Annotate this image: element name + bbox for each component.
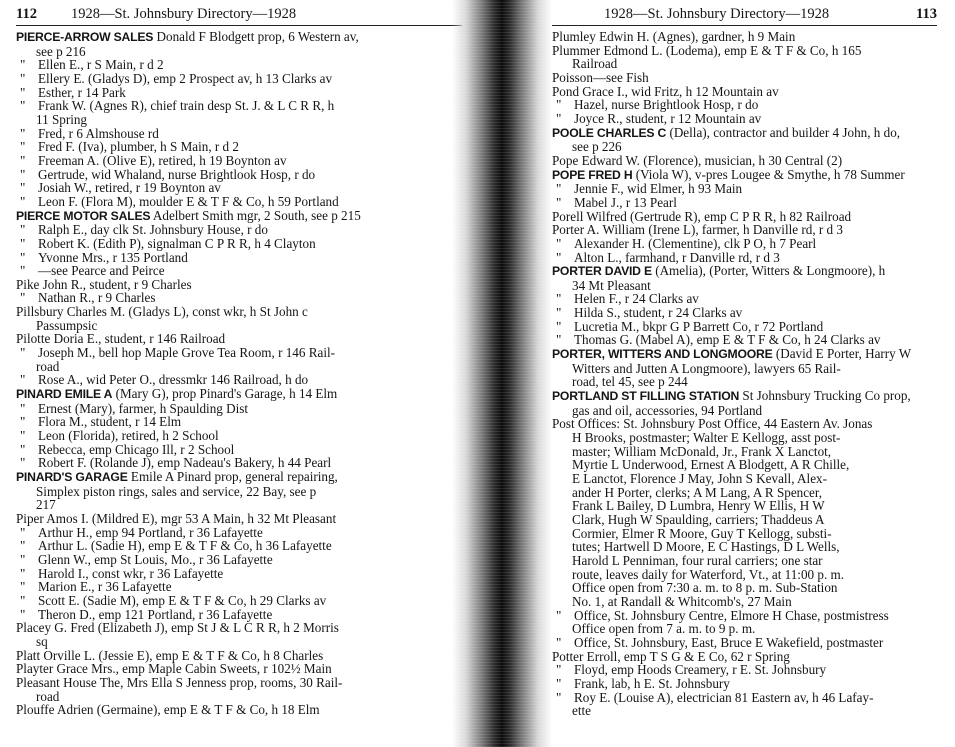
directory-entry [16, 415, 462, 429]
ditto-mark: " [20, 551, 26, 567]
entry-text: Arthur L. (Sadie H), emp E & T F & Co, h 36 Lafayette [38, 538, 332, 554]
entry-text: Fred F. (Iva), plumber, h S Main, r d 2 [38, 139, 239, 155]
ditto-mark: " [556, 291, 562, 307]
directory-entry [552, 650, 937, 664]
entry-continuation: Harold L Penniman, four rural carriers; one star [572, 552, 823, 568]
business-listing [552, 168, 937, 183]
entry-continuation: Railroad [572, 56, 618, 72]
entry-text: Mabel J., r 13 Pearl [574, 194, 677, 210]
listing-name: PIERCE-ARROW SALES [16, 30, 154, 44]
directory-entry [16, 168, 462, 182]
entry-text: (David E Porter, Harry W [772, 346, 912, 362]
entry-text: Robert F. (Rolande J), emp Nadeau's Bakery, h 44 Pearl [38, 455, 332, 471]
right-running-title: 1928—St. Johnsbury Directory—1928 [604, 6, 830, 22]
entry-text: —see Pearce and Peirce [38, 263, 165, 279]
business-listing [552, 264, 937, 292]
ditto-mark: " [556, 318, 562, 334]
listing-name: POPE FRED H [552, 167, 633, 182]
directory-entry [16, 291, 462, 305]
directory-entry [552, 154, 937, 168]
directory-entry [16, 72, 462, 86]
ditto-mark: " [20, 222, 26, 238]
ditto-mark: " [20, 524, 26, 540]
entry-text: Nathan R., r 9 Charles [38, 290, 156, 306]
directory-entry [552, 677, 937, 691]
ditto-mark: " [20, 166, 26, 182]
entry-text: Robert K. (Edith P), signalman C P R R, h 4 Clayton [38, 235, 316, 251]
ditto-mark: " [20, 152, 26, 168]
directory-entry [552, 251, 937, 265]
ditto-mark: " [20, 249, 26, 265]
listing-name: PORTLAND ST FILLING STATION [552, 389, 740, 404]
right-directory-entries [552, 30, 937, 718]
ditto-mark: " [20, 125, 26, 141]
listing-name: PORTER, WITTERS AND LONGMOORE [552, 347, 773, 362]
entry-text: Pilotte Doria E., student, r 146 Railroad [16, 331, 226, 347]
entry-text: Thomas G. (Mabel A), emp E & T F & Co, h 24 Clarks av [574, 332, 881, 348]
entry-text: Ellery E. (Gladys D), emp 2 Prospect av, h 13 Clarks av [38, 70, 333, 86]
entry-text: Donald F Blodgett prop, 6 Western av, [153, 29, 359, 44]
entry-text: St Johnsbury Trucking Co prop, [739, 388, 911, 404]
left-directory-entries [16, 30, 462, 717]
entry-text: Gertrude, wid Whaland, nurse Brightlook Hosp, r do [38, 166, 316, 182]
entry-continuation: tutes; Hartwell D Moore, E C Hastings, D L Wells, [572, 539, 840, 555]
entry-text: Leon (Florida), retired, h 2 School [38, 428, 219, 444]
entry-text: Marion E., r 36 Lafayette [38, 579, 172, 595]
directory-entry [16, 512, 462, 526]
right-page-number: 113 [916, 6, 937, 22]
business-listing [552, 347, 937, 389]
directory-entry [16, 181, 462, 195]
directory-entry [552, 196, 937, 210]
entry-text: (Mary G), prop Pinard's Garage, h 14 Elm [112, 386, 338, 402]
ditto-mark: " [556, 305, 562, 321]
ditto-mark: " [556, 194, 562, 210]
business-listing [552, 389, 937, 417]
entry-text: Roy E. (Louise A), electrician 81 Eastern av, h 46 Lafay- [574, 689, 874, 705]
entry-continuation: Myrtie L Underwood, Ernest A Blodgett, A R Chille, [572, 457, 850, 473]
entry-text: Yvonne Mrs., r 135 Portland [38, 249, 188, 265]
business-listing [16, 470, 462, 512]
entry-text: Post Offices: St. Johnsbury Post Office, 44 Eastern Av. Jonas [552, 416, 873, 432]
directory-entry [552, 71, 937, 85]
directory-entry [16, 264, 462, 278]
entry-continuation: master; William McDonald, Jr., Frank X Lanctot, [572, 443, 832, 459]
entry-text: Plouffe Adrien (Germaine), emp E & T F & Co, h 18 Elm [16, 702, 320, 718]
entry-continuation: H Brooks, postmaster; Walter E Kellogg, asst post- [572, 430, 841, 446]
directory-entry [552, 333, 937, 347]
directory-entry [16, 456, 462, 470]
entry-continuation: E Lanctot, Florence J May, John S Kevall, Alex- [572, 471, 827, 486]
directory-entry [552, 691, 937, 718]
entry-text: Floyd, emp Hoods Creamery, r E. St. Johnsbury [574, 662, 827, 678]
entry-text: Alton L., farmhand, r Danville rd, r d 3 [574, 249, 780, 265]
entry-text: Joyce R., student, r 12 Mountain av [574, 110, 762, 126]
directory-entry [552, 182, 937, 196]
listing-name: POOLE CHARLES C [552, 125, 667, 140]
ditto-mark: " [20, 372, 26, 388]
entry-continuation: route, leaves daily for Waterford, Vt., at 11:00 p. m. [572, 566, 845, 582]
ditto-mark: " [556, 634, 562, 650]
entry-text: Pillsbury Charles M. (Gladys L), const wkr, h St John c [16, 304, 308, 320]
ditto-mark: " [556, 607, 562, 623]
entry-text: Placey G. Fred (Elizabeth J), emp St J & L C R R, h 2 Morris [16, 620, 339, 636]
directory-entry [16, 86, 462, 100]
entry-continuation: ander H Porter, clerks; A M Lang, A R Spencer, [572, 484, 823, 500]
ditto-mark: " [20, 139, 26, 155]
ditto-mark: " [20, 441, 26, 457]
directory-entry [16, 140, 462, 154]
ditto-mark: " [20, 263, 26, 279]
ditto-mark: " [556, 689, 562, 705]
ditto-mark: " [20, 428, 26, 444]
entry-text: (Viola W), v-pres Lougee & Smythe, h 78 Summer [632, 166, 905, 182]
directory-entry [16, 251, 462, 265]
business-listing [16, 30, 462, 58]
directory-entry [16, 621, 462, 648]
entry-text: (Amelia), (Porter, Witters & Longmoore), h [651, 263, 886, 279]
entry-text: Office, St. Johnsbury Centre, Elmore H Chase, postmistress [574, 607, 889, 623]
entry-text: Potter Erroll, emp T S G & E Co, 62 r Spring [552, 648, 790, 664]
entry-text: Glenn W., emp St Louis, Mo., r 36 Lafayette [38, 551, 273, 567]
entry-text: Freeman A. (Olive E), retired, h 19 Boynton av [38, 152, 287, 168]
entry-text: Helen F., r 24 Clarks av [574, 291, 699, 307]
entry-text: Rose A., wid Peter O., dressmkr 146 Railroad, h do [38, 372, 309, 388]
entry-continuation: Office open from 7 a. m. to 9 p. m. [572, 621, 756, 637]
entry-text: Ellen E., r S Main, r d 2 [38, 57, 164, 73]
entry-continuation: 34 Mt Pleasant [572, 277, 651, 293]
directory-entry [16, 553, 462, 567]
entry-text: Pope Edward W. (Florence), musician, h 30 Central (2) [552, 152, 843, 168]
book-gutter-shadow [452, 0, 552, 747]
ditto-mark: " [20, 414, 26, 430]
directory-entry [552, 636, 937, 650]
directory-entry [16, 676, 462, 703]
directory-entry [552, 112, 937, 126]
ditto-mark: " [556, 97, 562, 113]
directory-entry [552, 306, 937, 320]
entry-continuation: road, tel 45, see p 244 [572, 374, 688, 390]
directory-entry [16, 278, 462, 292]
entry-text: Ralph E., day clk St. Johnsbury House, r do [38, 222, 268, 238]
business-listing [16, 209, 462, 224]
directory-entry [16, 99, 462, 126]
directory-entry [552, 85, 937, 99]
entry-text: Jennie F., wid Elmer, h 93 Main [574, 181, 743, 197]
ditto-mark: " [20, 592, 26, 608]
directory-entry [16, 594, 462, 608]
ditto-mark: " [556, 662, 562, 678]
entry-text: Joseph M., bell hop Maple Grove Tea Room, r 146 Rail- [38, 345, 336, 361]
entry-continuation: Cormier, Elmer R Moore, Guy T Kellogg, substi- [572, 525, 832, 541]
directory-entry [552, 663, 937, 677]
entry-text: Flora M., student, r 14 Elm [38, 414, 182, 430]
listing-name: PIERCE MOTOR SALES [16, 208, 151, 223]
entry-continuation: 11 Spring [36, 111, 87, 127]
entry-continuation: sq [36, 633, 48, 649]
entry-text: Arthur H., emp 94 Portland, r 36 Lafayette [38, 524, 263, 540]
directory-entry [16, 580, 462, 594]
entry-text: Porter A. William (Irene L), farmer, h Danville rd, r d 3 [552, 222, 843, 238]
ditto-mark: " [20, 235, 26, 251]
right-page [538, 0, 955, 747]
entry-text: Plummer Edmond L. (Lodema), emp E & T F & Co, h 165 [552, 42, 862, 58]
entry-continuation: Frank L Bailey, D Lumbra, Henry W Ellis, H W [572, 498, 825, 514]
business-listing [552, 126, 937, 154]
ditto-mark: " [556, 332, 562, 348]
entry-text: Porell Wilfred (Gertrude R), emp C P R R, h 82 Railroad [552, 208, 852, 224]
entry-continuation: ette [572, 703, 591, 719]
entry-continuation: Clark, Hugh W Spaulding, carriers; Thaddeus A [572, 511, 825, 527]
ditto-mark: " [20, 98, 26, 114]
entry-text: Piper Amos I. (Mildred E), mgr 53 A Main, h 32 Mt Pleasant [16, 510, 337, 526]
directory-entry [16, 539, 462, 553]
ditto-mark: " [556, 235, 562, 251]
right-running-head [552, 6, 937, 26]
entry-continuation: No. 1, at Randall & Whitcomb's, 27 Main [572, 593, 792, 609]
ditto-mark: " [20, 193, 26, 209]
directory-entry [16, 346, 462, 373]
business-listing [16, 387, 462, 402]
listing-name: PINARD EMILE A [16, 387, 113, 402]
directory-entry [16, 195, 462, 209]
entry-text: Scott E. (Sadie M), emp E & T F & Co, h 29 Clarks av [38, 592, 327, 608]
directory-entry [16, 649, 462, 663]
entry-text: Adelbert Smith mgr, 2 South, see p 215 [150, 207, 361, 223]
entry-text: Pleasant House The, Mrs Ella S Jenness prop, rooms, 30 Rail- [16, 674, 343, 690]
entry-continuation: see p 226 [572, 139, 622, 155]
entry-continuation: Passumpsic [36, 317, 98, 333]
ditto-mark: " [556, 249, 562, 265]
directory-entry [16, 223, 462, 237]
ditto-mark: " [20, 70, 26, 86]
entry-text: Leon F. (Flora M), moulder E & T F & Co, h 59 Portland [38, 193, 339, 209]
entry-text: Fred, r 6 Almshouse rd [38, 125, 159, 141]
entry-text: Emile A Pinard prop, general repairing, [127, 469, 338, 484]
listing-name: PORTER DAVID E [552, 264, 652, 279]
entry-continuation: 217 [36, 497, 56, 513]
entry-text: Esther, r 14 Park [38, 84, 126, 100]
directory-entry [552, 44, 937, 71]
directory-entry [552, 98, 937, 112]
ditto-mark: " [556, 181, 562, 197]
ditto-mark: " [20, 455, 26, 471]
entry-text: Hazel, nurse Brightlook Hosp, r do [574, 97, 759, 113]
entry-text: Hilda S., student, r 24 Clarks av [574, 305, 743, 321]
entry-continuation: see p 216 [36, 43, 86, 59]
directory-entry [16, 567, 462, 581]
entry-continuation: gas and oil, accessories, 94 Portland [572, 402, 763, 418]
listing-name: PINARD'S GARAGE [16, 470, 128, 484]
directory-entry [552, 292, 937, 306]
directory-entry [16, 443, 462, 457]
entry-text: Ernest (Mary), farmer, h Spaulding Dist [38, 400, 249, 416]
entry-text: Plumley Edwin H. (Agnes), gardner, h 9 Main [552, 29, 796, 44]
ditto-mark: " [20, 538, 26, 554]
ditto-mark: " [20, 57, 26, 73]
directory-entry [16, 373, 462, 387]
entry-text: Alexander H. (Clementine), clk P O, h 7 Pearl [574, 235, 817, 251]
ditto-mark: " [20, 565, 26, 581]
ditto-mark: " [20, 84, 26, 100]
entry-text: Pike John R., student, r 9 Charles [16, 276, 192, 292]
directory-entry [16, 662, 462, 676]
left-running-head [16, 6, 462, 26]
directory-entry [16, 429, 462, 443]
entry-continuation: Witters and Jutten A Longmoore), lawyers 65 Rail- [572, 360, 841, 376]
directory-entry [16, 127, 462, 141]
directory-entry [552, 609, 937, 636]
entry-continuation: road [36, 358, 60, 374]
left-running-title: 1928—St. Johnsbury Directory—1928 [70, 6, 297, 22]
directory-entry [552, 237, 937, 251]
entry-continuation: road [36, 688, 60, 704]
entry-text: Poisson—see Fish [552, 69, 649, 85]
directory-entry [16, 58, 462, 72]
entry-text: Playter Grace Mrs., emp Maple Cabin Sweets, r 102½ Main [16, 661, 332, 677]
ditto-mark: " [20, 180, 26, 196]
entry-text: Office, St. Johnsbury, East, Bruce E Wakefield, postmaster [574, 634, 884, 650]
entry-text: Frank, lab, h E. St. Johnsbury [574, 675, 730, 691]
directory-entry [16, 305, 462, 332]
ditto-mark: " [556, 675, 562, 691]
directory-entry [552, 320, 937, 334]
directory-entry [552, 210, 937, 224]
entry-text: Lucretia M., bkpr G P Barrett Co, r 72 Portland [574, 318, 824, 334]
entry-continuation: Office open from 7:30 a. m. to 8 p. m. Sub-Station [572, 580, 838, 596]
left-page-number: 112 [16, 6, 37, 22]
entry-text: Frank W. (Agnes R), chief train desp St. J. & L C R R, h [38, 98, 335, 114]
entry-continuation: Simplex piston rings, sales and service, 22 Bay, see p [36, 483, 317, 499]
ditto-mark: " [20, 606, 26, 622]
entry-text: Harold I., const wkr, r 36 Lafayette [38, 565, 224, 581]
entry-text: Pond Grace I., wid Fritz, h 12 Mountain av [552, 83, 779, 99]
ditto-mark: " [20, 579, 26, 595]
left-page [0, 0, 470, 747]
entry-text: Rebecca, emp Chicago Ill, r 2 School [38, 441, 235, 457]
entry-text: Theron D., emp 121 Portland, r 36 Lafayette [38, 606, 273, 622]
ditto-mark: " [556, 110, 562, 126]
ditto-mark: " [20, 290, 26, 306]
directory-entry [16, 154, 462, 168]
directory-entry [552, 30, 937, 44]
directory-entry [16, 237, 462, 251]
directory-entry [552, 417, 937, 608]
directory-entry [552, 223, 937, 237]
entry-text: (Della), contractor and builder 4 John, h do, [666, 124, 901, 140]
ditto-mark: " [20, 345, 26, 361]
directory-entry [16, 703, 462, 717]
ditto-mark: " [20, 400, 26, 416]
directory-entry [16, 402, 462, 416]
entry-text: Platt Orville L. (Jessie E), emp E & T F & Co, h 8 Charles [16, 647, 324, 663]
directory-entry [16, 608, 462, 622]
directory-entry [16, 332, 462, 346]
directory-entry [16, 526, 462, 540]
entry-text: Josiah W., retired, r 19 Boynton av [38, 180, 221, 196]
